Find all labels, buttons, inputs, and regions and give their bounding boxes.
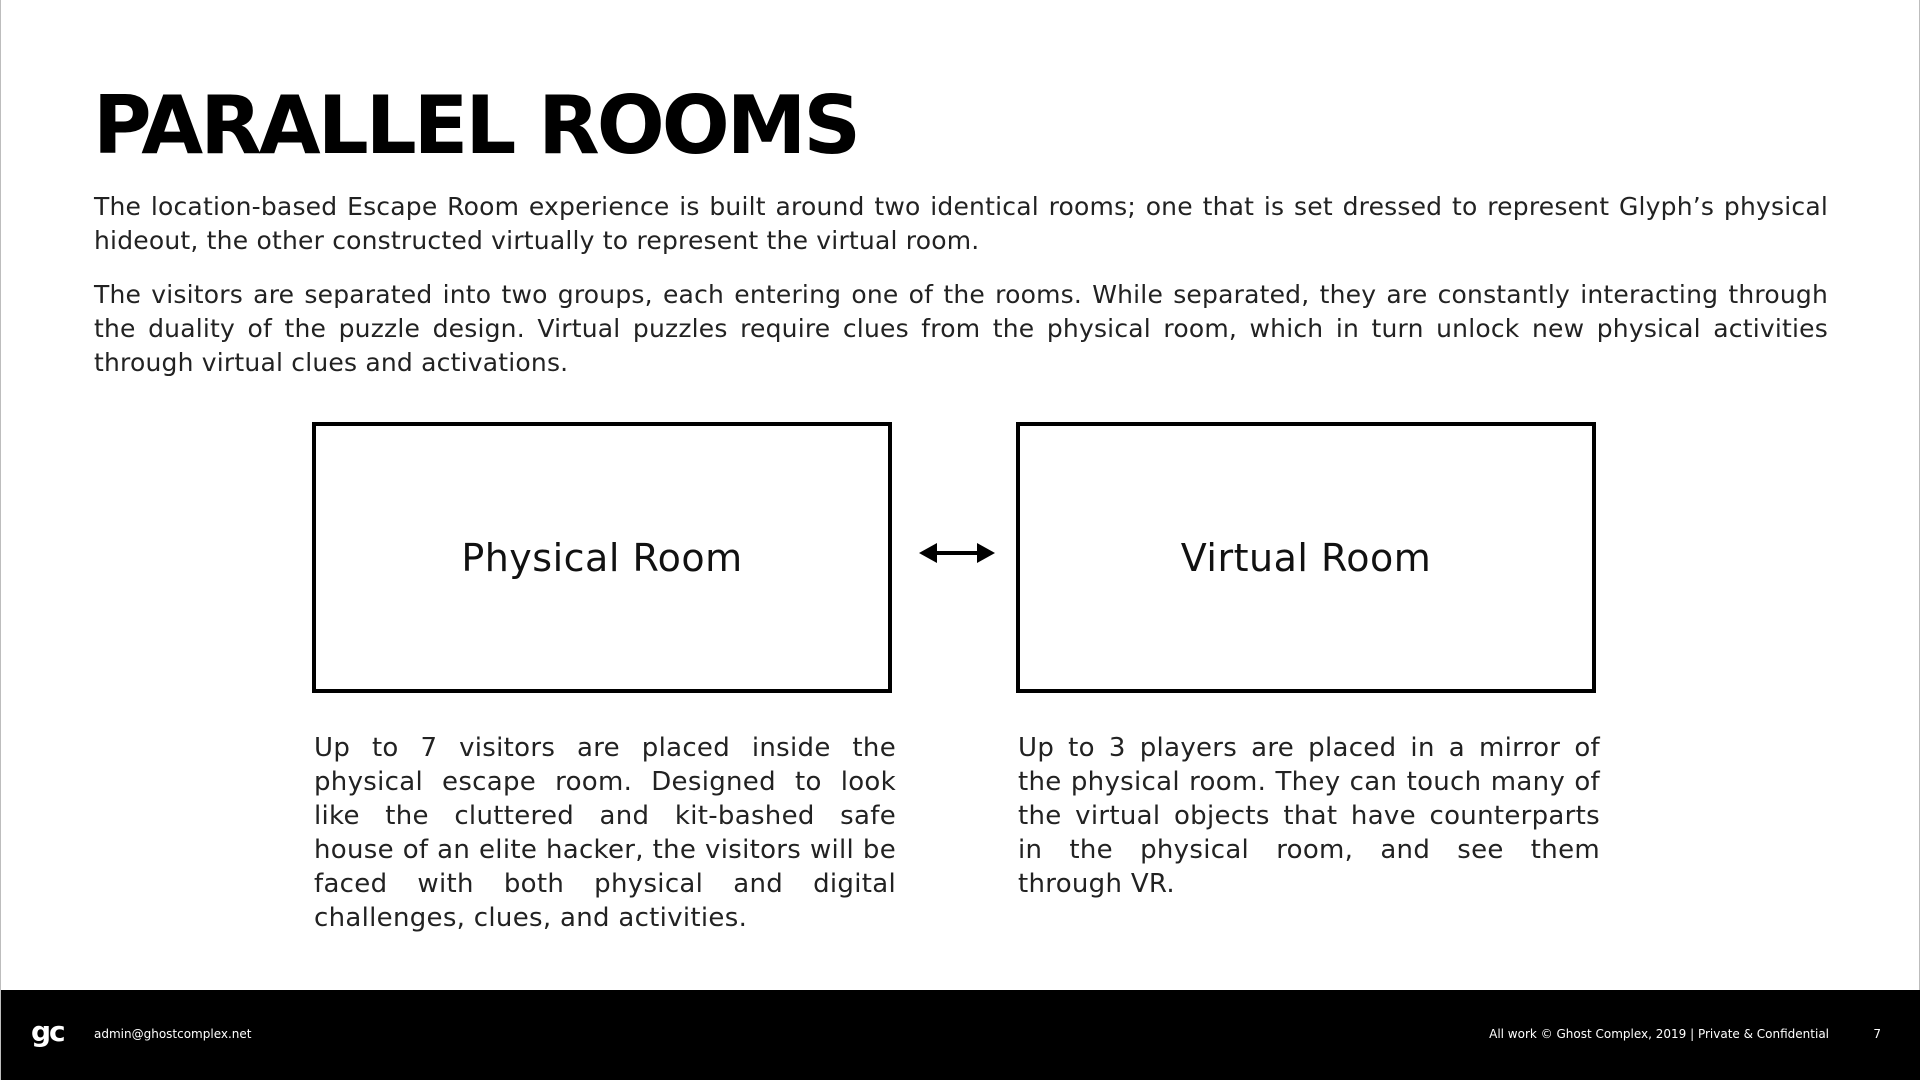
virtual-room-label: Virtual Room — [1180, 535, 1432, 580]
virtual-room-box — [1016, 422, 1596, 693]
physical-room-description: Up to 7 visitors are placed inside the physical escape room. Designed to look like the cluttered and kit-bashed safe house of an elite hacker, the visitors will be faced with both physical and digital challenges, clues, and activities. — [314, 733, 896, 933]
page-number: 7 — [1873, 1027, 1881, 1041]
ghost-complex-logo: gc — [31, 1015, 64, 1048]
contact-email: admin@ghostcomplex.net — [94, 1027, 252, 1041]
copyright-notice: All work © Ghost Complex, 2019 | Private & Confidential — [1489, 1027, 1829, 1041]
double-arrow-icon — [919, 540, 995, 566]
footer-bar — [1, 990, 1920, 1080]
virtual-room-description: Up to 3 players are placed in a mirror of the physical room. They can touch many of the virtual objects that have counterparts in the physical room, and see them through VR. — [1018, 733, 1600, 899]
intro-paragraph-1: The location-based Escape Room experience is built around two identical rooms; one that is set dressed to represent Glyph’s physical hideout, the other constructed virtually to represent the virtual room. — [94, 192, 1828, 255]
physical-room-label: Physical Room — [461, 535, 743, 580]
intro-paragraph-2: The visitors are separated into two groups, each entering one of the rooms. While separated, they are constantly interacting through the duality of the puzzle design. Virtual puzzles require clues from the physical room, which in turn unlock new physical activities through virtual clues and activations. — [94, 280, 1828, 377]
intro-text — [94, 190, 1828, 400]
physical-room-box — [312, 422, 892, 693]
page-title: PARALLEL ROOMS — [93, 79, 858, 172]
